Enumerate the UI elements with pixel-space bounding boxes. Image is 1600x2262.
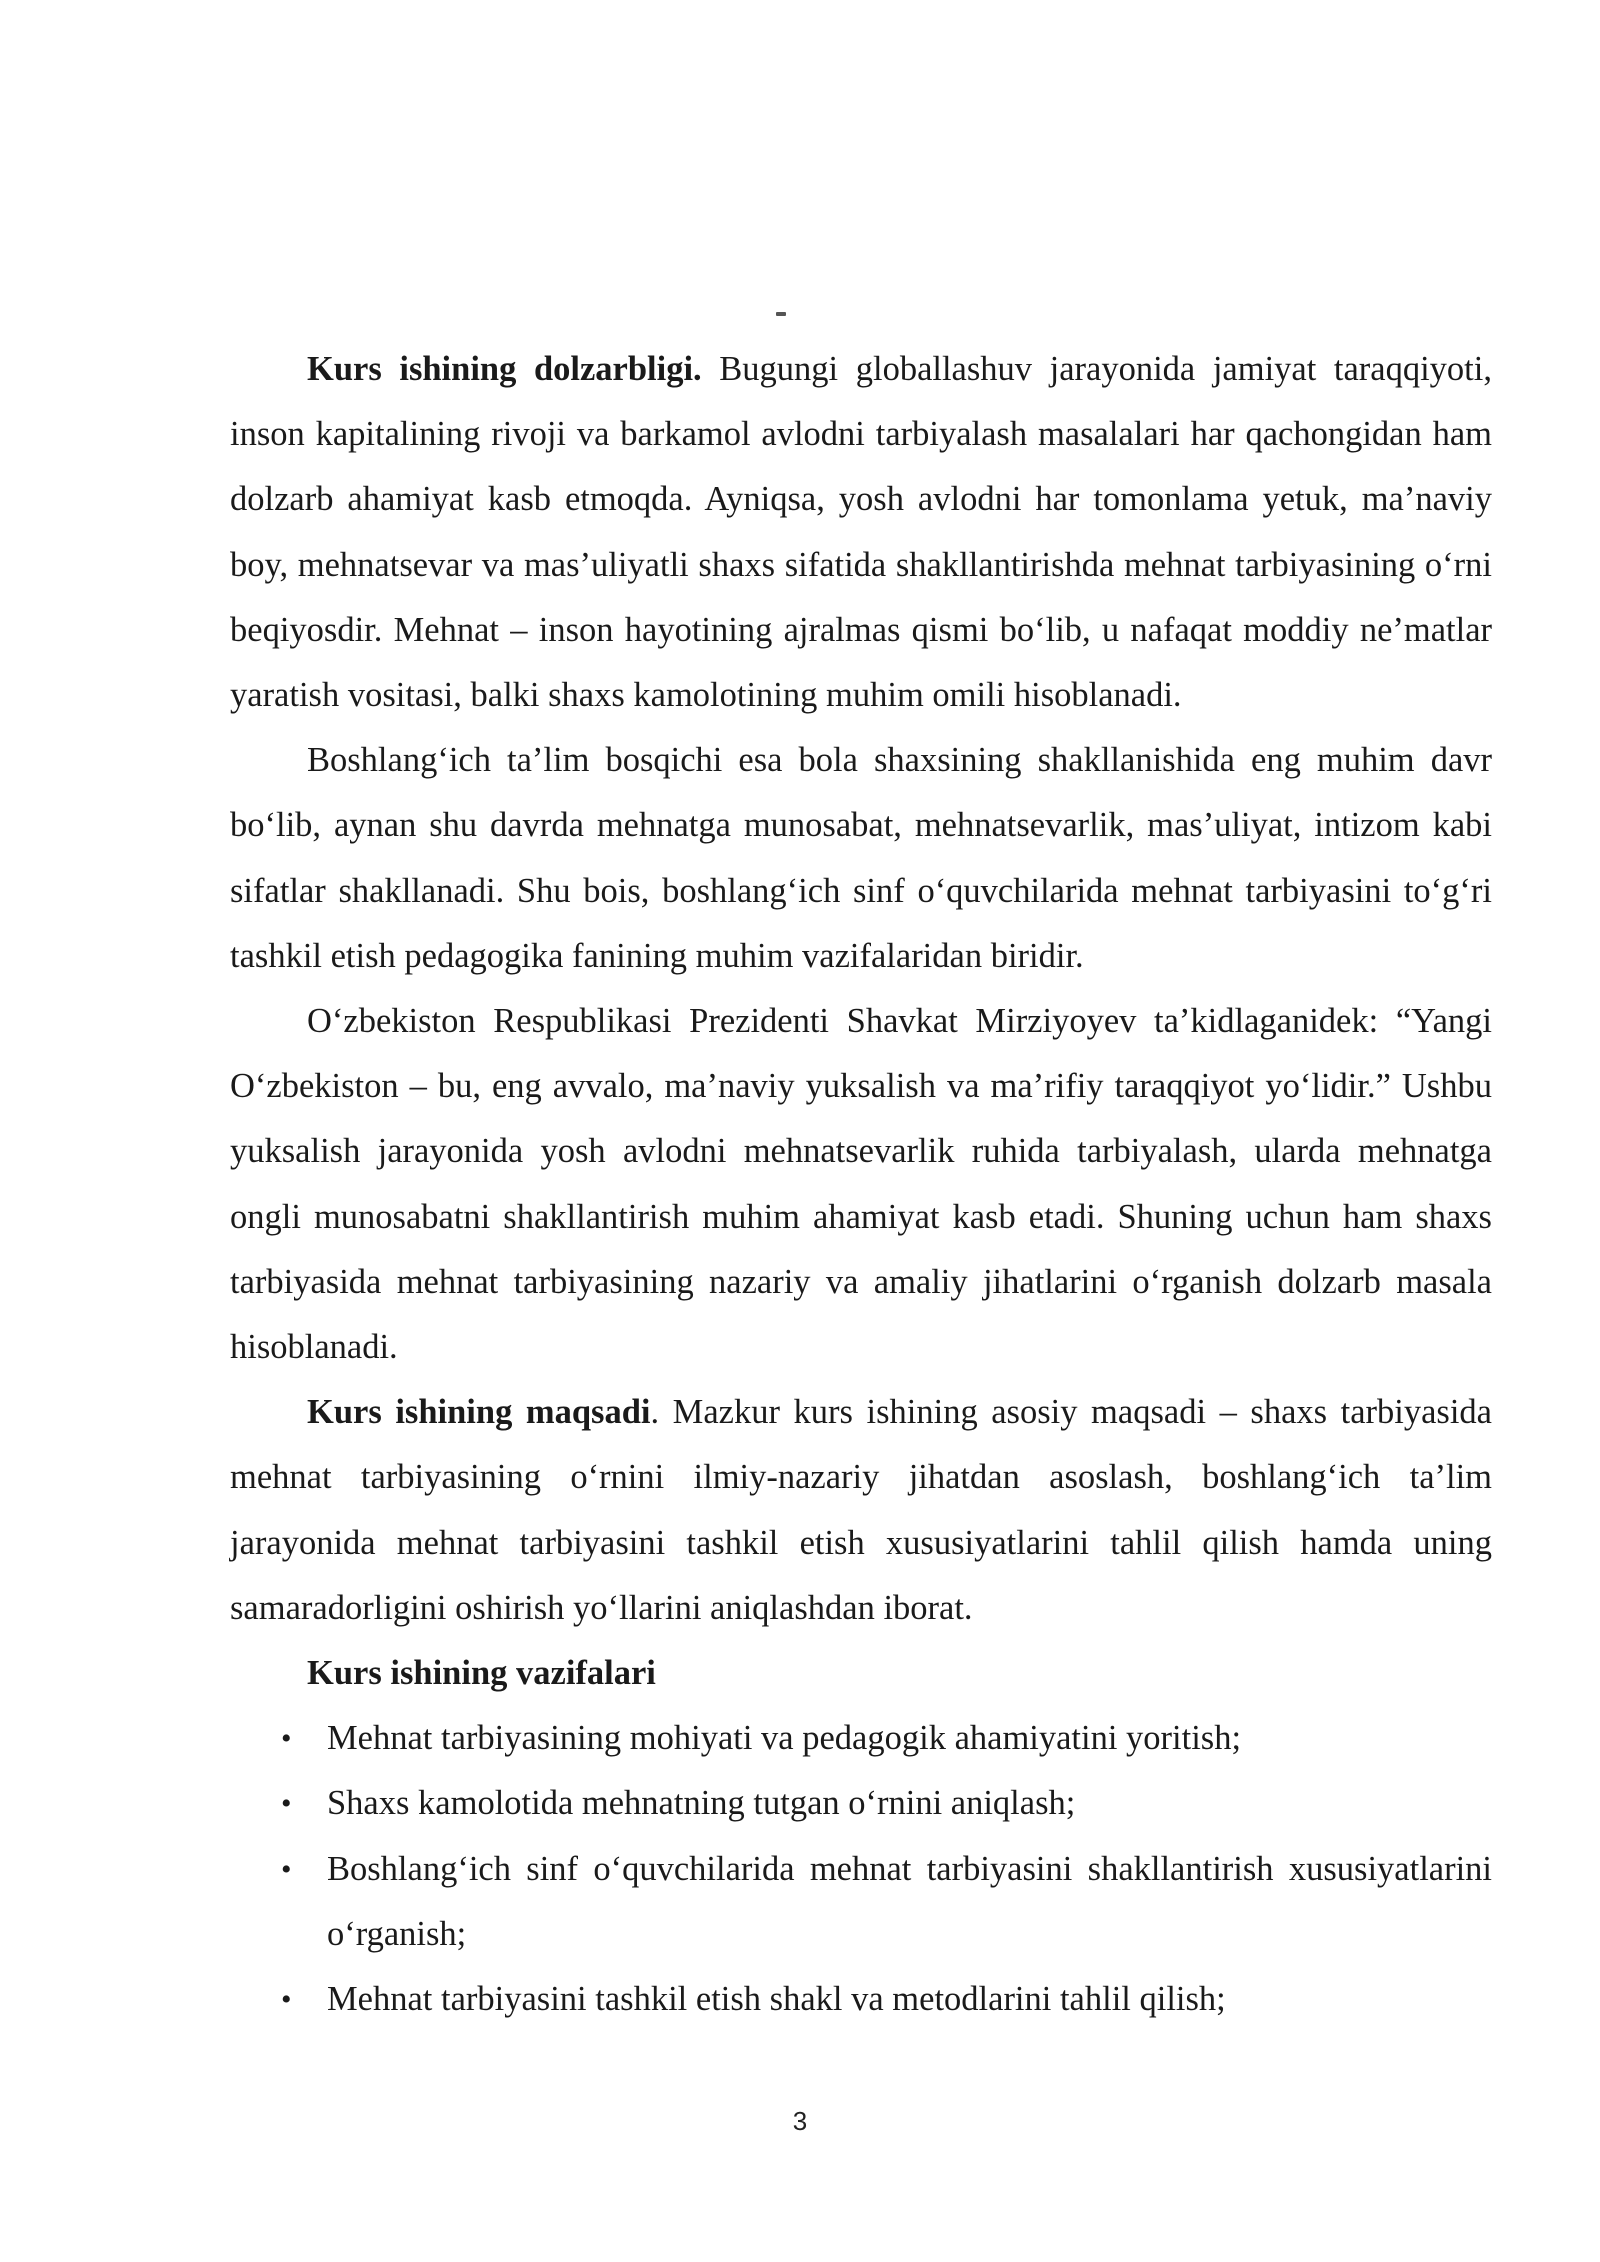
page-body xyxy=(230,337,1492,2032)
list-item xyxy=(230,1967,1492,2032)
list-item xyxy=(230,1771,1492,1836)
paragraph-primary-education xyxy=(230,728,1492,989)
bullet-icon: • xyxy=(281,1852,292,1886)
relevance-text: Bugungi globallashuv jarayonida jamiyat taraqqiyoti, inson kapitalining rivoji va barkamol avlodni tarbiyalash masalalari har qachongidan ham dolzarb ahamiyat kasb etmoqda. Ayniqsa, yosh avlodni har tomonlama yetuk, ma’naviy boy, mehnatsevar va mas’uliyatli shaxs sifatida shakllantirishda mehnat tarbiyasining o‘rni beqiyosdir. Mehnat – inson hayotining ajralmas qismi bo‘lib, u nafaqat moddiy ne’matlar yaratish vositasi, balki shaxs kamolotining muhim omili hisoblanadi. xyxy=(230,350,1492,715)
task-text: Shaxs kamolotida mehnatning tutgan o‘rnini aniqlash; xyxy=(327,1784,1076,1823)
task-text: Mehnat tarbiyasini tashkil etish shakl va metodlarini tahlil qilish; xyxy=(327,1980,1226,2019)
paragraph-president-quote xyxy=(230,989,1492,1380)
list-item xyxy=(230,1837,1492,1967)
task-text: Mehnat tarbiyasining mohiyati va pedagogik ahamiyatini yoritish; xyxy=(327,1719,1242,1758)
task-text: Boshlang‘ich sinf o‘quvchilarida mehnat tarbiyasini shakllantirish xususiyatlarini o‘rganish; xyxy=(327,1849,1492,1953)
bullet-icon: • xyxy=(281,1722,292,1756)
paragraph-goal xyxy=(230,1380,1492,1641)
bullet-icon: • xyxy=(281,1983,292,2017)
page-number: 3 xyxy=(792,2106,808,2136)
list-item xyxy=(230,1706,1492,1771)
tasks-heading: Kurs ishining vazifalari xyxy=(307,1654,656,1693)
primary-education-text: Boshlang‘ich ta’lim bosqichi esa bola shaxsining shakllanishida eng muhim davr bo‘lib, aynan shu davrda mehnatga munosabat, mehnatsevarlik, mas’uliyat, intizom kabi sifatlar shakllanadi. Shu bois, boshlang‘ich sinf o‘quvchilarida mehnat tarbiyasini to‘g‘ri tashkil etish pedagogika fanining muhim vazifalaridan biridir. xyxy=(230,741,1492,975)
paragraph-relevance xyxy=(230,337,1492,728)
president-quote-text: O‘zbekiston Respublikasi Prezidenti Shavkat Mirziyoyev ta’kidlaganidek: “Yangi O‘zbekiston – bu, eng avvalo, ma’naviy yuksalish va ma’rifiy taraqqiyot yo‘lidir.” Ushbu yuksalish jarayonida yosh avlodni mehnatsevarlik ruhida tarbiyalash, ularda mehnatga ongli munosabatni shakllantirish muhim ahamiyat kasb etadi. Shuning uchun ham shaxs tarbiyasida mehnat tarbiyasining nazariy va amaliy jihatlarini o‘rganish dolzarb masala hisoblanadi. xyxy=(230,1002,1492,1367)
bullet-icon: • xyxy=(281,1787,292,1821)
header-mark xyxy=(776,312,786,316)
goal-text: . Mazkur kurs ishining asosiy maqsadi – shaxs tarbiyasida mehnat tarbiyasining o‘rnini ilmiy-nazariy jihatdan asoslash, boshlang‘ich ta’lim jarayonida mehnat tarbiyasini tashkil etish xususiyatlarini tahlil qilish hamda uning samaradorligini oshirish yo‘llarini aniqlashdan iborat. xyxy=(230,1393,1492,1627)
goal-heading: Kurs ishining maqsadi xyxy=(307,1393,651,1432)
tasks-list xyxy=(230,1706,1492,2032)
relevance-heading: Kurs ishining dolzarbligi. xyxy=(307,350,702,388)
